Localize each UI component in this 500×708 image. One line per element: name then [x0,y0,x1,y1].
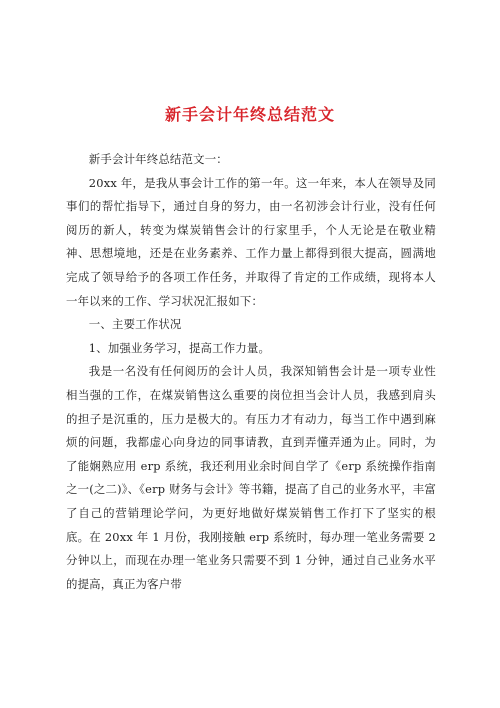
document-body [66,148,436,596]
subheading-business-study: 1、加强业务学习，提高工作力量。 [88,340,271,355]
document-title: 新手会计年终总结范文 [164,105,335,124]
paragraph-year-summary: 20xx 年，是我从事会计工作的第一年。这一年来，本人在领导及同事们的帮忙指导下，通过自身的努力，由一名初涉会计行业，没有任何阅历的新人，转变为煤炭销售会计的行家里手，个人无论是在敬业精神、思想境地，还是在业务素养、工作力量上都得到很大提高，圆满地完成了领导给予的各项工作任务，并取得了肯定的工作成绩，现将本人一年以来的工作、学习状况汇报如下： [66,175,436,308]
paragraph-intro: 新手会计年终总结范文一： [88,152,228,166]
paragraph-business-study: 我是一名没有任何阅历的会计人员，我深知销售会计是一项专业性相当强的工作，在煤炭销售这么重要的岗位担当会计人员，我感到肩头的担子是沉重的，压力是极大的。有压力才有动力，每当工作中遇到麻烦的问题，我都虚心向身边的同事请教，直到弄懂弄通为止。同时，为了能娴熟应用 erp 系统，我还利用业余时间自学了《erp 系统操作指南之一(之二)》、《erp 财务与会计》等书籍，提高了自己的业务水平，丰富了自己的营销理论学问，为更好地做好煤炭销售工作打下了坚实的根底。在 20xx 年 1 月份，我刚接触 erp 系统时，每办理一笔业务需要 2 分钟以上，而现在办理一笔业务只需要不到 1 分钟，通过自己业务水平的提高，真正为客户带 [66,364,436,591]
section-heading-main-work: 一、主要工作状况 [88,317,182,332]
